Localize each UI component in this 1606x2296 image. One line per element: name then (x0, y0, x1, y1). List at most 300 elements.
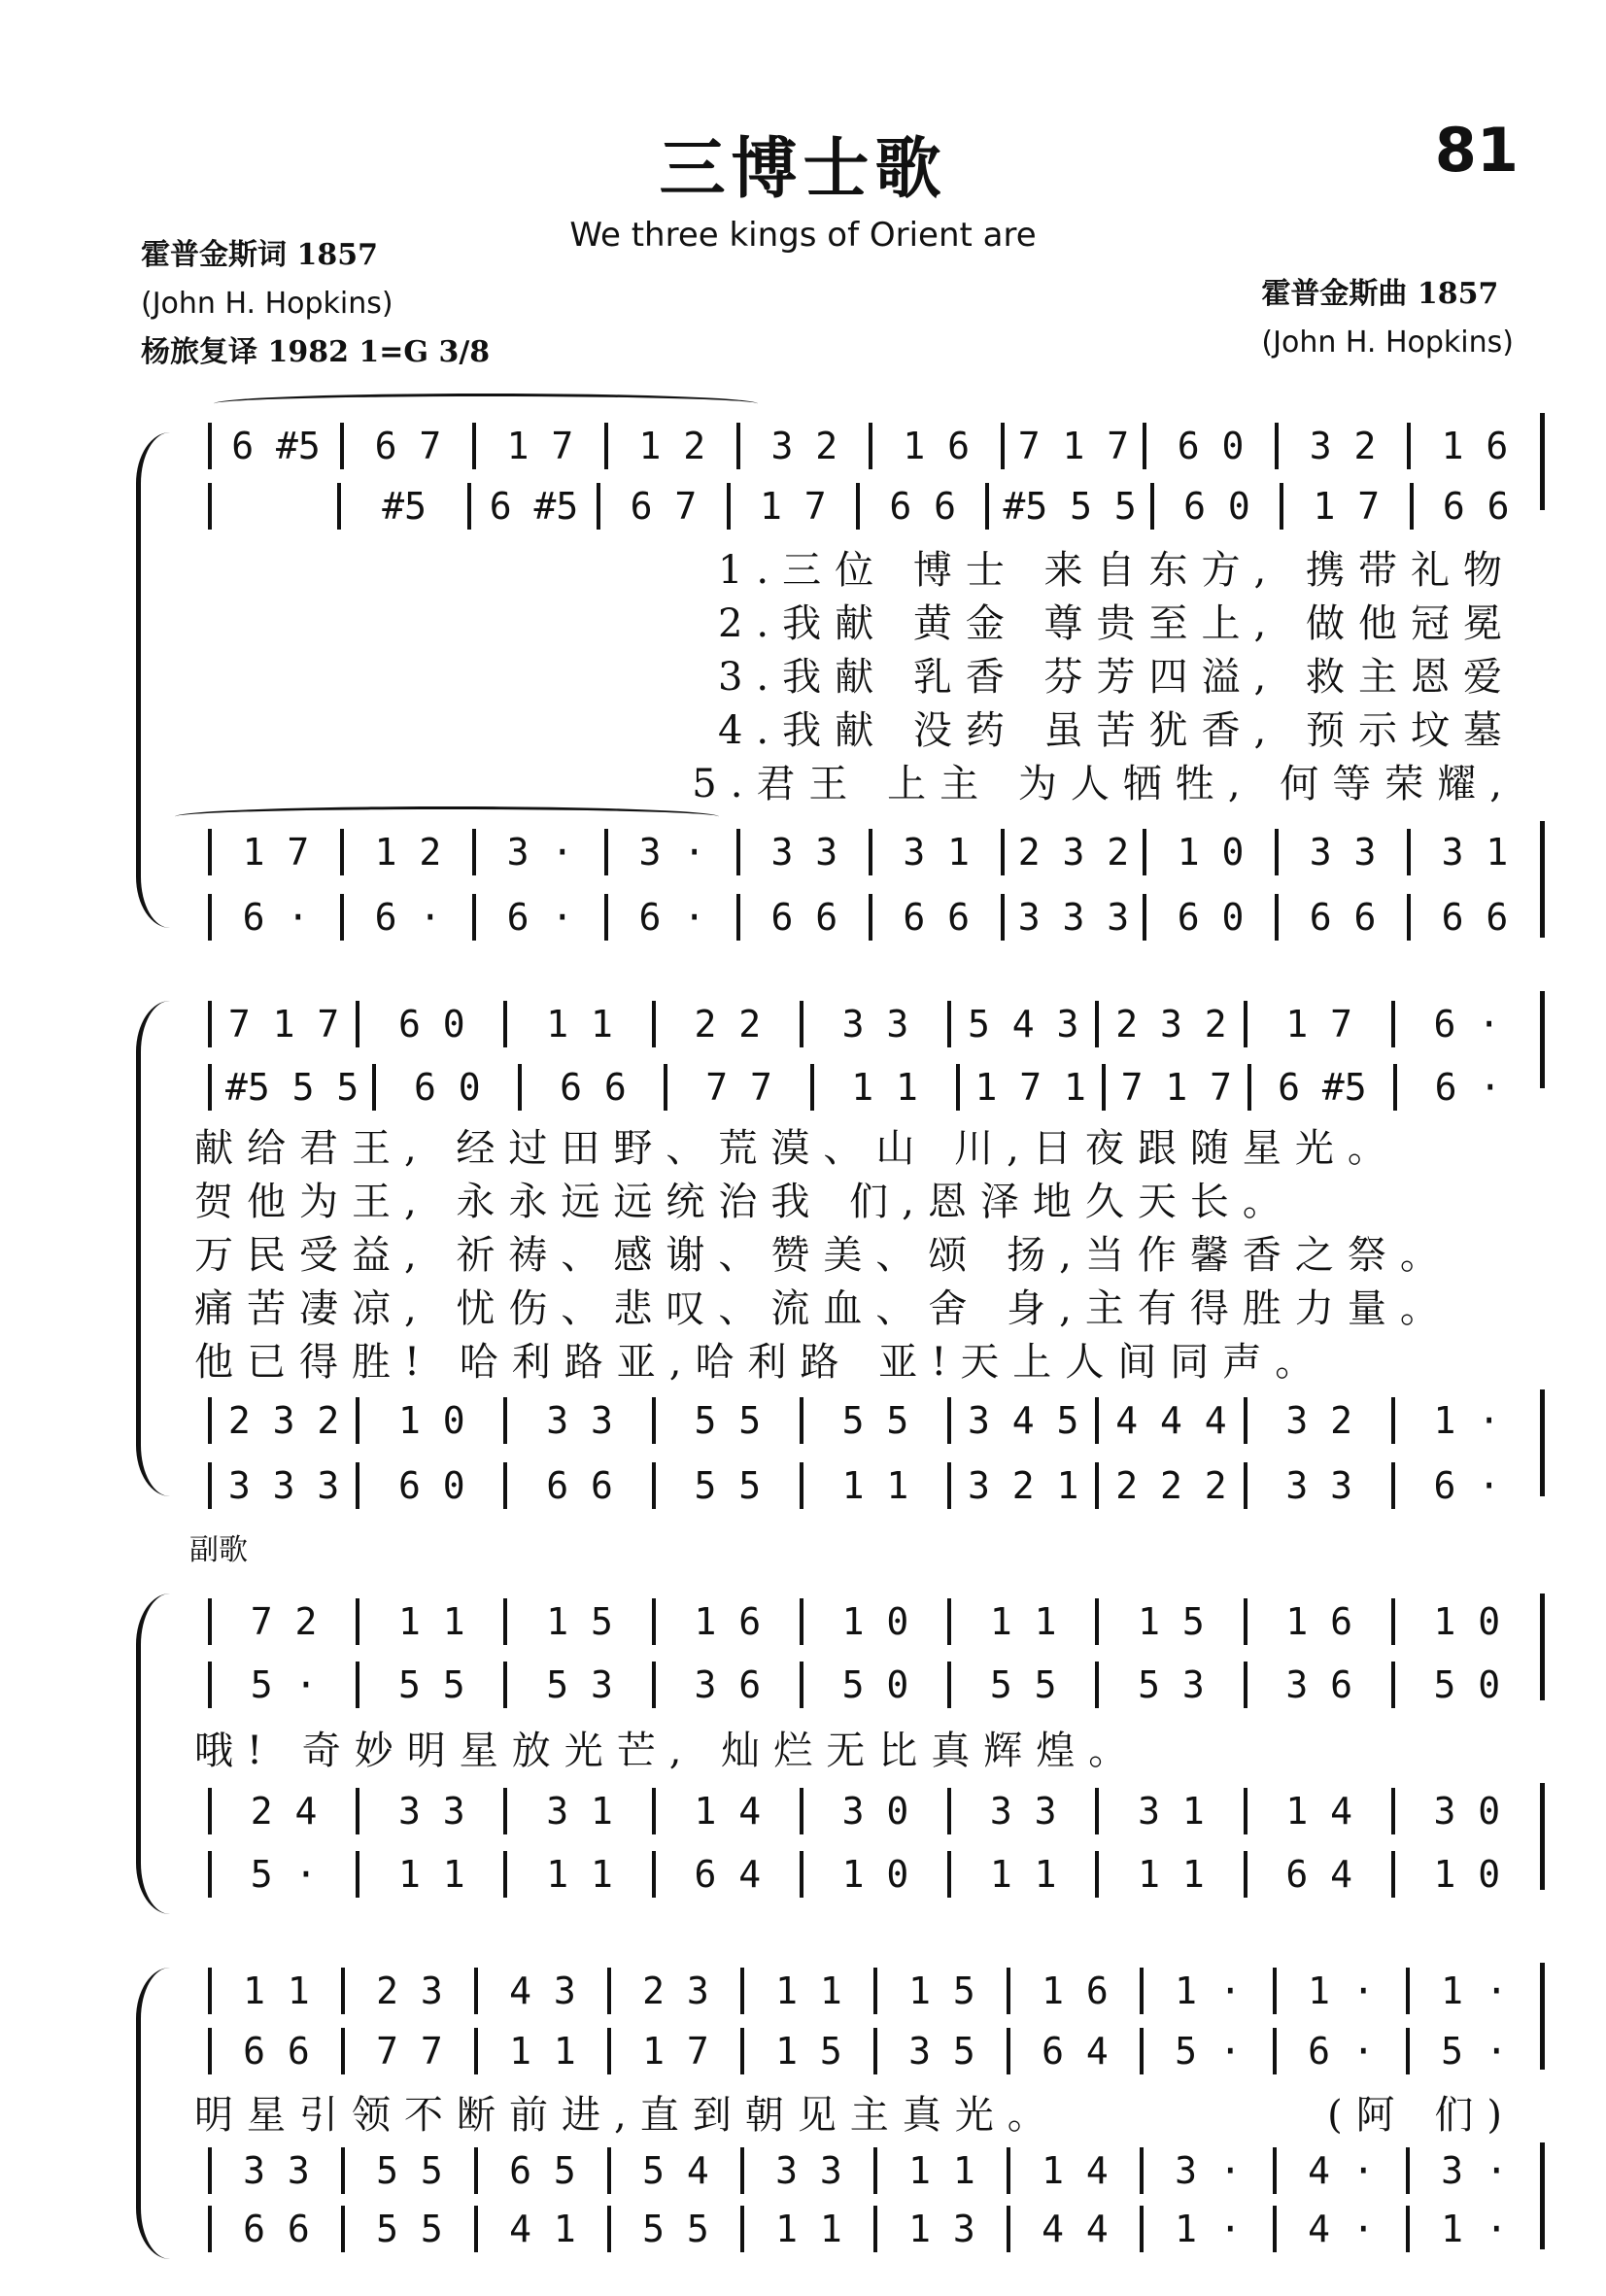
measure: 2 2 (694, 1003, 762, 1045)
bar-line (1391, 1462, 1395, 1509)
bar-line (372, 1064, 376, 1111)
bar-line (607, 2147, 611, 2194)
bar-line (1140, 2028, 1144, 2074)
bar-line (208, 1598, 212, 1645)
measure: 3 3 (398, 1790, 465, 1833)
bar-line (985, 483, 989, 530)
bar-line (1244, 1851, 1247, 1898)
measure: 6 · (242, 896, 310, 939)
bar-line (947, 1788, 951, 1834)
measure: 6 6 (1442, 485, 1510, 528)
measure: 3 · (506, 831, 574, 874)
bar-line (1102, 1064, 1106, 1111)
measure: 1 0 (1433, 1853, 1501, 1896)
measure: 3 2 1 (968, 1464, 1079, 1507)
bar-line (503, 1598, 507, 1645)
staff-row (194, 829, 1525, 875)
lyric-line: 他已得胜! 哈利路亚,哈利路 亚!天上人间同声。 (194, 1340, 1328, 1385)
measure: 2 3 (376, 1970, 443, 2012)
measure: 7 1 7 (227, 1003, 340, 1045)
measure: 6 4 (694, 1853, 762, 1896)
bar-line (467, 483, 471, 530)
bar-line (341, 1968, 345, 2014)
measure: 3 3 3 (1017, 896, 1130, 939)
measure: 1 1 (908, 2149, 975, 2192)
bar-line (1275, 829, 1279, 875)
system-end-bar (1540, 1783, 1545, 1890)
bar-line (1143, 423, 1146, 469)
bar-line (1391, 1788, 1395, 1834)
staff-row (194, 1662, 1525, 1708)
measure: 4 3 (509, 1970, 576, 2012)
system-end-bar (1540, 821, 1545, 938)
measure: 5 0 (1433, 1663, 1501, 1706)
measure: 6 #5 (489, 485, 579, 528)
bar-line (474, 2147, 478, 2194)
lyricist-cn: 霍普金斯词 1857 (141, 238, 378, 272)
measure: 6 0 (398, 1464, 465, 1507)
measure: 1 7 (506, 425, 574, 467)
bar-line (873, 1968, 877, 2014)
bar-line (1244, 1662, 1247, 1708)
staff-row (194, 2028, 1525, 2074)
measure: 6 4 (1285, 1853, 1352, 1896)
bar-line (1095, 1001, 1099, 1047)
measure: 1 6 (694, 1600, 762, 1643)
bar-line (356, 1662, 359, 1708)
score-system-3 (136, 1525, 1545, 1934)
measure: 1 · (1441, 1970, 1508, 2012)
measure: 3 0 (1433, 1790, 1501, 1833)
measure: 1 4 (1285, 1790, 1352, 1833)
bar-line (1406, 2206, 1410, 2252)
bar-line (208, 1788, 212, 1834)
english-subtitle: We three kings of Orient are (569, 216, 1037, 255)
measure: 1 1 (851, 1066, 918, 1109)
score-system-2 (136, 981, 1545, 1525)
bar-line (208, 1662, 212, 1708)
measure: 1 1 (398, 1853, 465, 1896)
measure: 1 1 (1138, 1853, 1205, 1896)
bar-line (947, 1462, 951, 1509)
bar-line (208, 1462, 212, 1509)
lyric-line: 1.三位 博士 来自东方, 携带礼物 (717, 548, 1516, 593)
bar-line (356, 1598, 359, 1645)
bar-line (873, 2028, 877, 2074)
lyricist-credit (141, 231, 490, 377)
measure: 1 6 (1285, 1600, 1352, 1643)
bar-line (356, 1788, 359, 1834)
measure: 1 7 (1285, 1003, 1352, 1045)
bar-line (340, 423, 344, 469)
measure: 3 0 (841, 1790, 909, 1833)
measure: 5 0 (841, 1663, 909, 1706)
measure: 6 · (1433, 1003, 1501, 1045)
bar-line (1273, 2206, 1277, 2252)
lyric-line: 痛苦凄凉, 忧伤、悲叹、流血、舍 身,主有得胜力量。 (194, 1286, 1452, 1331)
bar-line (1275, 894, 1279, 941)
staff-row (194, 2206, 1525, 2252)
bar-line (1007, 2028, 1010, 2074)
measure: 7 2 (250, 1600, 318, 1643)
measure: 1 1 (989, 1600, 1057, 1643)
bar-line (740, 2028, 744, 2074)
lyric-line: 明星引领不断前进,直到朝见主真光。 (194, 2093, 1060, 2138)
system-brace (136, 1593, 170, 1914)
measure: 6 · (1434, 1066, 1502, 1109)
measure: 1 6 (903, 425, 971, 467)
bar-line (472, 894, 476, 941)
bar-line (800, 1397, 803, 1444)
bar-line (607, 2206, 611, 2252)
measure: 6 6 (1441, 896, 1509, 939)
bar-line (800, 1462, 803, 1509)
bar-line (341, 2147, 345, 2194)
staff-row (194, 1462, 1525, 1509)
bar-line (208, 1064, 212, 1111)
bar-line (1247, 1064, 1251, 1111)
measure: 6 6 (560, 1066, 627, 1109)
measure: 1 1 (243, 1970, 310, 2012)
bar-line (208, 2028, 212, 2074)
bar-line (1407, 894, 1411, 941)
bar-line (740, 2206, 744, 2252)
measure: 6 7 (374, 425, 442, 467)
staff-row (194, 1598, 1525, 1645)
measure: 5 5 (376, 2149, 443, 2192)
measure: 6 · (506, 896, 574, 939)
measure: #5 5 5 (225, 1066, 359, 1109)
bar-line (1406, 1968, 1410, 2014)
bar-line (356, 1397, 359, 1444)
system-end-bar (1540, 1963, 1545, 2070)
measure: 3 3 (775, 2149, 842, 2192)
bar-line (472, 829, 476, 875)
measure: 3 1 (903, 831, 971, 874)
measure: 7 1 7 (1120, 1066, 1232, 1109)
bar-line (652, 1598, 656, 1645)
measure: #5 (382, 485, 427, 528)
measure: 6 6 (770, 896, 838, 939)
bar-line (800, 1662, 803, 1708)
measure: 2 4 (250, 1790, 318, 1833)
measure: 6 7 (630, 485, 698, 528)
measure: 4 · (1308, 2149, 1375, 2192)
measure: 3 · (1441, 2149, 1508, 2192)
bar-line (1407, 423, 1411, 469)
bar-line (1001, 894, 1005, 941)
bar-line (947, 1001, 951, 1047)
bar-line (1095, 1788, 1099, 1834)
bar-line (1406, 2028, 1410, 2074)
measure: 3 3 (1285, 1464, 1352, 1507)
bar-line (356, 1851, 359, 1898)
bar-line (503, 1001, 507, 1047)
bar-line (208, 1968, 212, 2014)
measure: 1 5 (1138, 1600, 1205, 1643)
bar-line (956, 1064, 960, 1111)
measure: 6 #5 (231, 425, 321, 467)
bar-line (208, 1001, 212, 1047)
bar-line (604, 829, 608, 875)
intro-slur (175, 806, 719, 827)
measure: 5 4 (642, 2149, 709, 2192)
lyric-line: 贺他为王, 永永远远统治我 们,恩泽地久天长。 (194, 1180, 1295, 1224)
measure: 1 7 1 (974, 1066, 1086, 1109)
bar-line (1140, 1968, 1144, 2014)
measure: 7 1 7 (1017, 425, 1130, 467)
bar-line (337, 483, 341, 530)
lyric-line: 哦! 奇妙明星放光芒, 灿烂无比真辉煌。 (194, 1729, 1142, 1773)
system-end-bar (1540, 1389, 1545, 1496)
composer-cn: 霍普金斯曲 1857 (1261, 277, 1499, 311)
measure: #5 5 5 (1003, 485, 1137, 528)
bar-line (208, 1397, 212, 1444)
bar-line (208, 2147, 212, 2194)
chorus-label: 副歌 (189, 1533, 248, 1567)
bar-line (800, 1001, 803, 1047)
bar-line (1391, 1851, 1395, 1898)
measure: 1 · (1433, 1399, 1501, 1442)
bar-line (341, 2028, 345, 2074)
measure: 1 4 (1042, 2149, 1109, 2192)
measure: 6 0 (1177, 425, 1245, 467)
measure: 4 · (1308, 2208, 1375, 2250)
bar-line (340, 894, 344, 941)
measure: 2 3 2 (1017, 831, 1130, 874)
measure: 6 0 (398, 1003, 465, 1045)
staff-row (194, 1001, 1525, 1047)
bar-line (664, 1064, 667, 1111)
staff-row (194, 1397, 1525, 1444)
bar-line (1273, 2147, 1277, 2194)
measure: 1 · (1175, 2208, 1242, 2250)
score-system-1 (136, 394, 1545, 957)
bar-line (1150, 483, 1154, 530)
system-end-bar (1540, 413, 1545, 510)
bar-line (873, 2147, 877, 2194)
bar-line (1391, 1662, 1395, 1708)
bar-line (1007, 2206, 1010, 2252)
measure: 1 7 (242, 831, 310, 874)
measure: 1 7 (760, 485, 827, 528)
measure: 1 · (1308, 1970, 1375, 2012)
measure: 6 6 (546, 1464, 613, 1507)
bar-line (208, 483, 212, 530)
measure: 3 · (1175, 2149, 1242, 2192)
bar-line (607, 1968, 611, 2014)
measure: 5 5 (642, 2208, 709, 2250)
measure: 3 1 (1441, 831, 1509, 874)
measure: 1 1 (775, 1970, 842, 2012)
bar-line (474, 2206, 478, 2252)
bar-line (736, 829, 740, 875)
composer-en: (John H. Hopkins) (1261, 326, 1514, 360)
measure: 3 3 (546, 1399, 613, 1442)
measure: 5 · (250, 1663, 318, 1706)
measure: 6 6 (903, 896, 971, 939)
measure: 1 6 (1441, 425, 1509, 467)
bar-line (1095, 1397, 1099, 1444)
bar-line (1406, 2147, 1410, 2194)
bar-line (1275, 423, 1279, 469)
lyric-line: 献给君王, 经过田野、荒漠、山 川,日夜跟随星光。 (194, 1126, 1400, 1171)
composer-credit (1261, 270, 1514, 367)
bar-line (800, 1851, 803, 1898)
measure: 6 6 (243, 2030, 310, 2073)
measure: 5 3 (1138, 1663, 1205, 1706)
measure: 1 0 (841, 1600, 909, 1643)
staff-row (194, 423, 1525, 469)
measure: 1 · (1175, 1970, 1242, 2012)
measure: 5 4 3 (968, 1003, 1079, 1045)
measure: 5 5 (398, 1663, 465, 1706)
staff-row (194, 1064, 1525, 1111)
measure: 5 5 (841, 1399, 909, 1442)
bar-line (740, 1968, 744, 2014)
measure: 6 4 (1042, 2030, 1109, 2073)
measure: 1 5 (775, 2030, 842, 2073)
measure: 7 7 (376, 2030, 443, 2073)
measure: 5 · (1441, 2030, 1508, 2073)
bar-line (1391, 1397, 1395, 1444)
measure: 3 2 (770, 425, 838, 467)
bar-line (1410, 483, 1414, 530)
measure: 6 5 (509, 2149, 576, 2192)
measure: 1 · (1441, 2208, 1508, 2250)
measure: 3 3 (770, 831, 838, 874)
measure: 1 6 (1042, 1970, 1109, 2012)
bar-line (947, 1851, 951, 1898)
system-brace (136, 1001, 170, 1496)
bar-line (1244, 1001, 1247, 1047)
bar-line (1391, 1598, 1395, 1645)
measure: 6 0 (414, 1066, 481, 1109)
bar-line (1280, 483, 1283, 530)
bar-line (1007, 1968, 1010, 2014)
bar-line (800, 1598, 803, 1645)
bar-line (597, 483, 600, 530)
measure: 4 1 (509, 2208, 576, 2250)
bar-line (1001, 423, 1005, 469)
measure: 6 0 (1177, 896, 1245, 939)
lyric-line: 3.我献 乳香 芬芳四溢, 救主恩爱 (717, 655, 1516, 700)
measure: 1 0 (841, 1853, 909, 1896)
staff-row (194, 1788, 1525, 1834)
measure: 2 3 (642, 1970, 709, 2012)
bar-line (740, 2147, 744, 2194)
measure: 1 1 (398, 1600, 465, 1643)
measure: 1 1 (775, 2208, 842, 2250)
bar-line (652, 1851, 656, 1898)
bar-line (1244, 1397, 1247, 1444)
measure: 3 2 (1309, 425, 1377, 467)
measure: 1 1 (546, 1853, 613, 1896)
bar-line (1095, 1851, 1099, 1898)
bar-line (652, 1397, 656, 1444)
measure: 2 3 2 (1115, 1003, 1227, 1045)
lyricist-en: (John H. Hopkins) (141, 287, 393, 321)
measure: 6 6 (243, 2208, 310, 2250)
score-system-4 (136, 1948, 1545, 2279)
measure: 1 0 (398, 1399, 465, 1442)
bar-line (1095, 1462, 1099, 1509)
measure: 3 6 (694, 1663, 762, 1706)
lyric-line: 5.君王 上主 为人牺牲, 何等荣耀, (692, 762, 1516, 806)
bar-line (736, 894, 740, 941)
bar-line (1143, 894, 1146, 941)
measure: 2 3 2 (227, 1399, 340, 1442)
system-end-bar (1540, 1593, 1545, 1700)
bar-line (503, 1462, 507, 1509)
bar-line (474, 2028, 478, 2074)
bar-line (1095, 1662, 1099, 1708)
measure: 4 4 (1042, 2208, 1109, 2250)
bar-line (604, 894, 608, 941)
measure: 1 2 (638, 425, 706, 467)
bar-line (503, 1788, 507, 1834)
page-title: 三博士歌 (659, 130, 947, 208)
bar-line (208, 894, 212, 941)
measure: 6 · (638, 896, 706, 939)
measure: 6 · (374, 896, 442, 939)
bar-line (1007, 2147, 1010, 2194)
bar-line (1140, 2206, 1144, 2252)
measure: 3 3 3 (227, 1464, 340, 1507)
bar-line (503, 1851, 507, 1898)
system-brace (136, 432, 170, 928)
bar-line (356, 1462, 359, 1509)
measure: 3 4 5 (968, 1399, 1079, 1442)
bar-line (1001, 829, 1005, 875)
lyric-line: 4.我献 没药 虽苦犹香, 预示坟墓 (717, 708, 1516, 753)
bar-line (1143, 829, 1146, 875)
bar-line (1095, 1598, 1099, 1645)
measure: 5 5 (989, 1663, 1057, 1706)
bar-line (474, 1968, 478, 2014)
measure: 6 #5 (1278, 1066, 1367, 1109)
bar-line (1393, 1064, 1397, 1111)
measure: 3 2 (1285, 1399, 1352, 1442)
bar-line (518, 1064, 522, 1111)
bar-line (652, 1462, 656, 1509)
measure: 1 1 (546, 1003, 613, 1045)
measure: 3 3 (243, 2149, 310, 2192)
staff-row (194, 894, 1525, 941)
bar-line (652, 1001, 656, 1047)
staff-row (194, 2147, 1525, 2194)
bar-line (736, 423, 740, 469)
system-end-bar (1540, 2142, 1545, 2249)
bar-line (947, 1397, 951, 1444)
measure: 3 1 (1138, 1790, 1205, 1833)
bar-line (503, 1662, 507, 1708)
measure: 5 5 (376, 2208, 443, 2250)
measure: 1 7 (642, 2030, 709, 2073)
measure: 1 0 (1177, 831, 1245, 874)
system-brace (136, 1968, 170, 2259)
bar-line (869, 829, 872, 875)
bar-line (1140, 2147, 1144, 2194)
bar-line (607, 2028, 611, 2074)
bar-line (208, 829, 212, 875)
bar-line (1244, 1598, 1247, 1645)
system-end-bar (1540, 991, 1545, 1088)
measure: 5 5 (694, 1464, 762, 1507)
measure: 7 7 (705, 1066, 772, 1109)
measure: 3 · (638, 831, 706, 874)
amen-lyric: (阿 们) (1327, 2093, 1516, 2138)
